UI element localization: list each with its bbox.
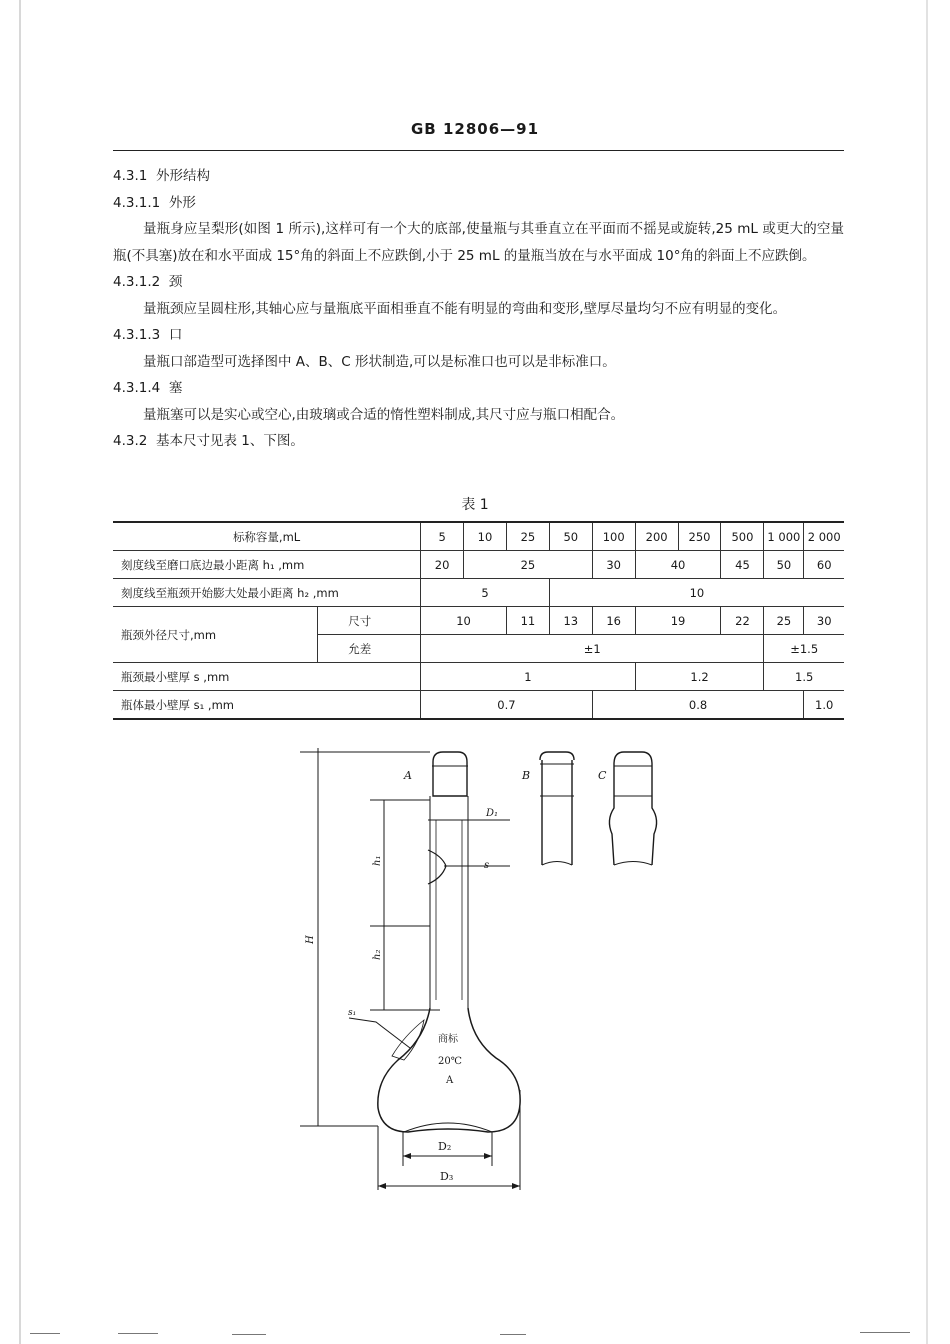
wall-section-s1 <box>392 1020 424 1060</box>
stopper-b <box>540 752 574 760</box>
table-cell: 25 <box>506 522 549 551</box>
scan-artifact <box>860 1332 910 1333</box>
table-cell-label: 刻度线至瓶颈开始膨大处最小距离 h₂ ,mm <box>113 579 421 607</box>
table-cell: 1 000 <box>764 522 804 551</box>
label-mouth-c: C <box>598 769 607 782</box>
table-cell: 1.0 <box>804 691 844 720</box>
table-cell: 20 <box>421 551 464 579</box>
table-cell: 22 <box>721 607 764 635</box>
mouth-c-outline <box>652 764 657 865</box>
paragraph-mouth: 量瓶口部造型可选择图中 A、B、C 形状制造,可以是标准口也可以是非标准口。 <box>143 353 616 370</box>
table-cell-label: 瓶颈外径尺寸,mm <box>113 607 318 663</box>
table-cell: 1.2 <box>635 663 764 691</box>
wall-section-s <box>428 850 446 884</box>
table-cell: 500 <box>721 522 764 551</box>
label-d2: D₂ <box>438 1140 452 1153</box>
scan-artifact <box>30 1333 60 1334</box>
section-heading: 4.3.1.1 外形 <box>113 194 196 211</box>
table-cell: 10 <box>421 607 507 635</box>
mouth-b-cut <box>542 862 572 866</box>
table-cell: ±1.5 <box>764 635 844 663</box>
table-cell: 13 <box>549 607 592 635</box>
label-mouth-a: A <box>404 769 412 782</box>
table-cell-label: 尺寸 <box>318 607 421 635</box>
label-d3: D₃ <box>440 1170 454 1183</box>
arrowhead <box>403 1153 411 1159</box>
table-cell: 60 <box>804 551 844 579</box>
section-heading: 4.3.1.4 塞 <box>113 380 183 396</box>
table-cell: 0.7 <box>421 691 593 720</box>
table-cell: 200 <box>635 522 678 551</box>
label-mouth-b: B <box>522 769 531 782</box>
section-heading: 4.3.1.3 口 <box>113 327 183 343</box>
table-cell-label: 瓶体最小壁厚 s₁ ,mm <box>113 691 421 720</box>
table-cell: 10 <box>464 522 507 551</box>
table-cell: 1 <box>421 663 635 691</box>
paragraph-shape: 量瓶身应呈梨形(如图 1 所示),这样可有一个大的底部,使量瓶与其垂直立在平面而不摇晃或旋转,25 mL 或更大的空量瓶(不具塞)放在和水平面成 15°角的斜面上不应跌倒,小于 25 mL 的量瓶当放在与水平面成 10°角的斜面上不应跌倒。 <box>113 221 844 264</box>
table-cell: 50 <box>549 522 592 551</box>
label-height: H <box>305 935 316 944</box>
table-cell: 40 <box>635 551 721 579</box>
table-cell: 10 <box>549 579 844 607</box>
arrowhead <box>484 1153 492 1159</box>
table-cell: 5 <box>421 579 550 607</box>
mouth-c-cut <box>614 862 652 866</box>
paragraph-stopper: 量瓶塞可以是实心或空心,由玻璃或合适的惰性塑料制成,其尺寸应与瓶口相配合。 <box>143 406 625 423</box>
standard-code: GB 12806—91 <box>410 120 540 138</box>
table-cell: 2 000 <box>804 522 844 551</box>
flask-trademark: 商标 <box>438 1034 458 1045</box>
section-heading: 4.3.2 基本尺寸见表 1、下图。 <box>113 433 304 449</box>
table-cell: 5 <box>421 522 464 551</box>
table-cell-label: 瓶颈最小壁厚 s ,mm <box>113 663 421 691</box>
table-cell: 1.5 <box>764 663 844 691</box>
table-cell: 100 <box>592 522 635 551</box>
scan-artifact <box>232 1334 266 1335</box>
label-h2: h₂ <box>372 949 383 960</box>
table-cell: 30 <box>592 551 635 579</box>
mouth-c-outline <box>609 764 614 865</box>
arrowhead <box>512 1183 520 1189</box>
flask-temperature: 20℃ <box>438 1056 462 1067</box>
table-cell: 25 <box>764 607 804 635</box>
label-s: s <box>484 860 490 871</box>
table-cell: 45 <box>721 551 764 579</box>
table-cell: 25 <box>464 551 593 579</box>
section-heading: 4.3.1.2 颈 <box>113 274 183 290</box>
flask-body-outline <box>378 1008 520 1132</box>
table-cell: 50 <box>764 551 804 579</box>
table-cell: 250 <box>678 522 721 551</box>
table-cell: 0.8 <box>592 691 804 720</box>
stopper-a <box>433 752 467 796</box>
stopper-c <box>614 752 652 764</box>
arrowhead <box>378 1183 386 1189</box>
scan-artifact <box>500 1334 526 1335</box>
table-cell-label: 标称容量,mL <box>113 522 421 551</box>
table-cell-label: 允差 <box>318 635 421 663</box>
scan-artifact <box>118 1333 158 1334</box>
table-cell: 19 <box>635 607 721 635</box>
table-cell: 11 <box>506 607 549 635</box>
paragraph-neck: 量瓶颈应呈圆柱形,其轴心应与量瓶底平面相垂直不能有明显的弯曲和变形,壁厚尽量均匀不应有明显的变化。 <box>143 300 787 317</box>
label-s1: s₁ <box>348 1008 357 1018</box>
table-cell-label: 刻度线至磨口底边最小距离 h₁ ,mm <box>113 551 421 579</box>
section-heading: 4.3.1 外形结构 <box>113 168 210 184</box>
table-cell: 30 <box>804 607 844 635</box>
table-cell: ±1 <box>421 635 764 663</box>
label-d1: D₁ <box>486 808 499 819</box>
label-h1: h₁ <box>372 855 383 866</box>
table-caption: 表 1 <box>461 497 489 513</box>
flask-class: A <box>446 1075 454 1086</box>
table-cell: 16 <box>592 607 635 635</box>
